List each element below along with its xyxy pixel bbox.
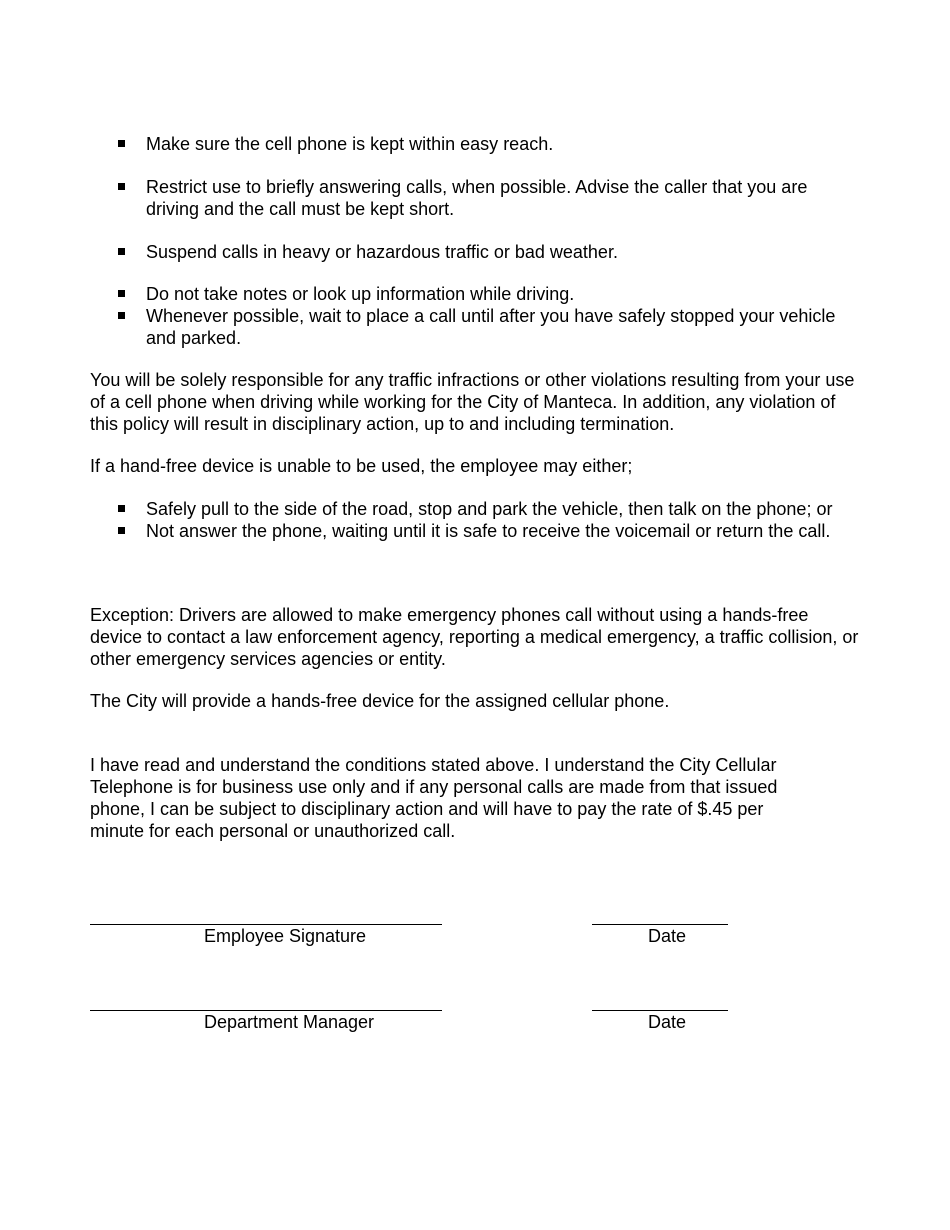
- bullet-list-handsfree-options: [118, 498, 858, 542]
- list-item: [118, 176, 858, 220]
- manager-signature-label: Department Manager: [203, 1012, 375, 1032]
- list-item: [118, 520, 858, 542]
- responsibility-paragraph: You will be solely responsible for any traffic infractions or other violations resulting from your use of a cell phone when driving while working for the City of Manteca. In addition, any violation of this policy will result in disciplinary action, up to and including termination.: [90, 370, 855, 434]
- bullet-icon: [118, 183, 125, 190]
- bullet-icon: [118, 505, 125, 512]
- list-item-text: Safely pull to the side of the road, stop and park the vehicle, then talk on the phone; or: [146, 499, 833, 519]
- list-item-text: Restrict use to briefly answering calls, when possible. Advise the caller that you are driving and the call must be kept short.: [146, 177, 808, 219]
- list-item: [118, 283, 858, 305]
- list-item-text: Do not take notes or look up information while driving.: [146, 284, 575, 304]
- employee-signature-label: Employee Signature: [203, 926, 367, 946]
- city-provides-paragraph: The City will provide a hands-free device for the assigned cellular phone.: [90, 691, 670, 711]
- bullet-icon: [118, 248, 125, 255]
- manager-date-label: Date: [647, 1012, 687, 1032]
- exception-paragraph: Exception: Drivers are allowed to make emergency phones call without using a hands-free device to contact a law enforcement agency, reporting a medical emergency, a traffic collision, or other emergency services agencies or entity.: [90, 605, 859, 669]
- bullet-icon: [118, 312, 125, 319]
- employee-date-label: Date: [647, 926, 687, 946]
- list-item-text: Not answer the phone, waiting until it is safe to receive the voicemail or return the call.: [146, 521, 831, 541]
- list-item-text: Whenever possible, wait to place a call until after you have safely stopped your vehicle and parked.: [146, 306, 836, 348]
- list-item-text: Suspend calls in heavy or hazardous traffic or bad weather.: [146, 242, 618, 262]
- bullet-icon: [118, 290, 125, 297]
- list-item: [118, 133, 858, 155]
- bullet-list-driving-rules-2: [118, 283, 858, 349]
- bullet-icon: [118, 527, 125, 534]
- list-item: [118, 498, 858, 520]
- list-item: [118, 305, 858, 349]
- list-item-text: Make sure the cell phone is kept within easy reach.: [146, 134, 554, 154]
- bullet-icon: [118, 140, 125, 147]
- list-item: [118, 241, 858, 263]
- acknowledgement-paragraph: I have read and understand the conditions stated above. I understand the City Cellular Telephone is for business use only and if any personal calls are made from that issued phone, I can be subject to disciplinary action and will have to pay the rate of $.45 per minute for each personal or unauthorized call.: [90, 755, 778, 841]
- bullet-list-driving-rules: [118, 133, 858, 263]
- handsfree-intro-paragraph: If a hand-free device is unable to be used, the employee may either;: [90, 456, 633, 476]
